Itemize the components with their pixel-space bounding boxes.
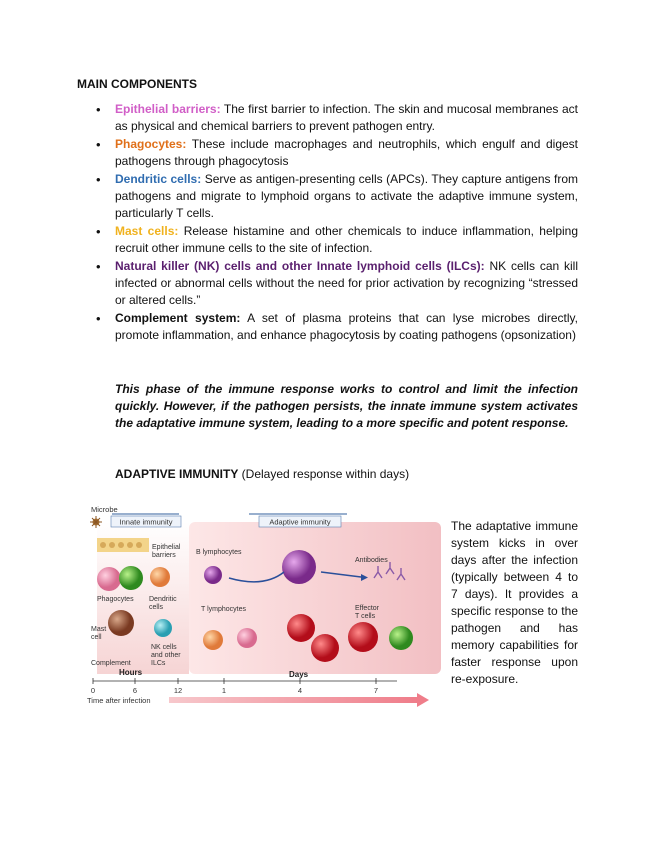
infected-cell: [389, 626, 413, 650]
adaptive-title: ADAPTIVE IMMUNITY: [115, 467, 239, 481]
t-lymphocyte: [203, 630, 223, 650]
term-mast: Mast cells:: [115, 224, 179, 238]
tick-label: 4: [297, 686, 303, 695]
list-item: [96, 171, 578, 222]
b-lymph-label: B lymphocytes: [196, 549, 242, 556]
mast-cell: [108, 610, 134, 636]
effector-label-1: Effector: [355, 605, 379, 612]
hours-label: Hours: [119, 668, 143, 677]
list-item: [96, 223, 578, 257]
description: Release histamine and other chemicals to induce inflammation, helping recruit other immune cells to the site of infection.: [115, 224, 579, 255]
description: These include macrophages and neutrophils, which engulf and digest pathogens through phagocytosis: [115, 137, 578, 168]
dendritic-label-2: cells: [149, 604, 164, 611]
mast-label-2: cell: [91, 634, 102, 641]
description: The first barrier to infection. The skin and mucosal membranes act as physical and chemical barriers to prevent pathogen entry.: [115, 102, 578, 133]
time-label: Time after infection: [87, 696, 151, 705]
dendritic-cell: [150, 567, 170, 587]
effector-t-cell-3: [348, 622, 378, 652]
list-item: [96, 101, 578, 135]
term-nk: Natural killer (NK) cells and other Innate lymphoid cells (ILCs):: [115, 259, 485, 273]
complement-label: Complement: [91, 660, 131, 667]
adaptive-description: The adaptative immune system kicks in over days after the infection (typically between 4 to 7 days). It provides a specific response to the pathogen and has memory capabilities for faster response upon re-exposure.: [451, 519, 578, 686]
components-list: [96, 101, 578, 345]
antibodies-label: Antibodies: [355, 557, 388, 564]
t-lymph-label: T lymphocytes: [201, 606, 246, 613]
phagocyte-cell: [97, 567, 121, 591]
list-item: [96, 310, 578, 344]
description: A set of plasma proteins that can lyse microbes directly, promote inflammation, and enhance phagocytosis by coating pathogens (opsonization): [115, 311, 578, 342]
t-lymphocyte-2: [237, 628, 257, 648]
tick-label: 12: [173, 686, 183, 695]
microbe-label: Microbe: [91, 505, 118, 514]
effector-t-cell: [287, 614, 315, 642]
tick-label: 7: [373, 686, 379, 695]
term-complement: Complement system:: [115, 311, 241, 325]
epithelial-label-2: barriers: [152, 552, 176, 559]
phagocyte-cell-2: [119, 566, 143, 590]
term-epithelial: Epithelial barriers:: [115, 102, 221, 116]
time-arrowhead: [417, 693, 429, 707]
term-phagocytes: Phagocytes:: [115, 137, 187, 151]
tick-label: 6: [132, 686, 138, 695]
description: Serve as antigen-presenting cells (APCs). They capture antigens from pathogens and migrate to lymphoid organs to activate the adaptive immune system, particularly T cells.: [115, 172, 579, 220]
tick-label: 0: [90, 686, 96, 695]
epithelial-label-1: Epithelial: [152, 544, 181, 551]
tick-label: 1: [221, 686, 227, 695]
list-item: [96, 136, 578, 170]
adaptive-immunity-label: Adaptive immunity: [269, 517, 331, 527]
nk-label-2: and other: [151, 652, 181, 659]
summary-note: This phase of the immune response works to control and limit the infection quickly. However, if the pathogen persists, the innate immune system activates the adaptative immune system, leading to a more specific and potent response.: [115, 382, 578, 430]
adaptive-heading: [115, 467, 409, 481]
term-dendritic: Dendritic cells:: [115, 172, 202, 186]
phagocytes-label: Phagocytes: [97, 596, 134, 603]
list-item: [96, 258, 578, 309]
effector-t-cell-2: [311, 634, 339, 662]
immunity-timeline-figure: [79, 500, 441, 710]
mast-label-1: Mast: [91, 626, 107, 633]
plasma-cell: [282, 550, 316, 584]
days-label: Days: [289, 670, 309, 679]
b-lymphocyte: [204, 566, 222, 584]
epithelial-icon: [97, 538, 149, 552]
description: NK cells can kill infected or abnormal cells without the need for prior activation by recognizing “stressed or altered cells.”: [115, 259, 579, 307]
adaptive-subtitle: (Delayed response within days): [238, 467, 410, 481]
nk-cell: [154, 619, 172, 637]
innate-immunity-label: Innate immunity: [119, 517, 173, 527]
nk-label-3: ILCs: [151, 660, 166, 667]
effector-label-2: T cells: [355, 613, 376, 620]
nk-label-1: NK cells: [151, 644, 177, 651]
section-heading: MAIN COMPONENTS: [77, 77, 197, 91]
dendritic-label-1: Dendritic: [149, 596, 177, 603]
time-arrow: [169, 697, 417, 703]
